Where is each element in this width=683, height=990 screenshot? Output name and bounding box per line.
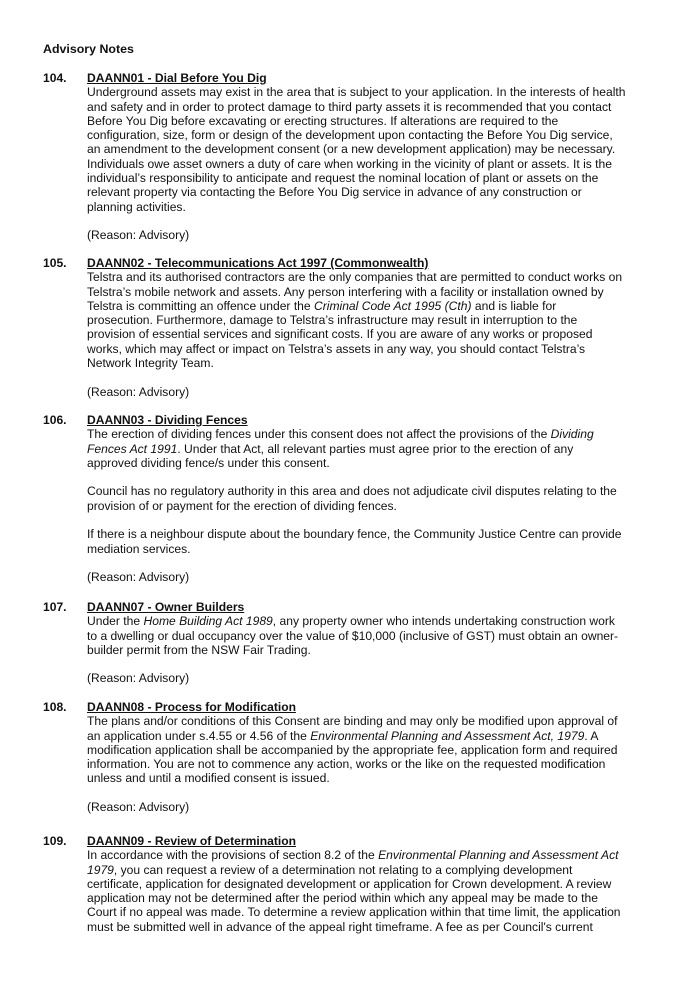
body-line: provision of or payment for the erection of dividing fences.	[87, 498, 397, 513]
body-line: Court if no appeal was made. To determine a review application within that time limit, the application	[87, 905, 621, 920]
body-line: builder permit from the NSW Fair Trading.	[87, 642, 311, 657]
body-line: works, which may affect or impact on Telstra’s assets in any way, you should contact Telstra’s	[87, 341, 586, 356]
body-line: and safety and in order to protect damage to third party assets it is recommended that you contact	[87, 99, 612, 114]
note-paragraph	[87, 484, 643, 513]
italic-citation: Home Building Act 1989	[143, 614, 273, 629]
body-line	[87, 729, 643, 743]
body-line: Before You Dig before excavating or erecting structures. If alterations are required to the	[87, 113, 559, 128]
body-text: Telstra is committing an offence under the	[87, 298, 314, 313]
body-line: Telstra’s mobile network and assets. Any person interfering with a facility or installation owned by	[87, 284, 604, 299]
body-line: certificate, application for designated development or application for Crown development. A review	[87, 876, 612, 891]
body-line: Underground assets may exist in the area that is subject to your application. In the interests of health	[87, 85, 626, 100]
body-text: . A	[584, 728, 599, 743]
body-text: . Under that Act, all relevant parties must agree prior to the erection of any	[177, 441, 574, 456]
body-line: provision of essential services and significant costs. If you are aware of any works or proposed	[87, 327, 593, 342]
body-text: In accordance with the provisions of section 8.2 of the	[87, 848, 379, 863]
body-line: prosecution. Furthermore, damage to Telstra’s infrastructure may result in interruption to the	[87, 313, 578, 328]
note-content	[87, 256, 643, 399]
note-body	[87, 85, 643, 214]
note-content	[87, 600, 643, 686]
body-line: unless and until a modified consent is issued.	[87, 771, 330, 786]
body-line: If there is a neighbour dispute about the boundary fence, the Community Justice Centre can provide	[87, 527, 622, 542]
body-line: relevant property via contacting the Before You Dig service in advance of any construction or	[87, 185, 582, 200]
body-line: must be submitted well in advance of the appeal right timeframe. A fee as per Council's current	[87, 919, 593, 934]
body-line: mediation services.	[87, 541, 191, 556]
note-title: DAANN02 - Telecommunications Act 1997 (Commonwealth)	[87, 256, 429, 270]
note-content	[87, 700, 643, 814]
body-line: information. You are not to commence any action, works or the like on the requested modification	[87, 757, 606, 772]
note-number: 105.	[43, 256, 67, 270]
body-line	[87, 299, 643, 313]
body-line: application may not be determined after the period within which any appeal may be made to the	[87, 891, 598, 906]
body-text: and is liable for	[471, 298, 557, 313]
italic-citation: Criminal Code Act 1995 (Cth)	[314, 298, 472, 313]
note-body	[87, 848, 643, 934]
body-line: to a dwelling or dual occupancy over the value of $10,000 (inclusive of GST) must obtain an owner-	[87, 628, 619, 643]
body-line: Council has no regulatory authority in this area and does not adjudicate civil disputes relating to the	[87, 484, 617, 499]
italic-citation: Fences Act 1991	[87, 441, 178, 456]
note-title: DAANN08 - Process for Modification	[87, 700, 296, 714]
body-line: Individuals owe asset owners a duty of care when working in the vicinity of plant or assets. It is the	[87, 156, 612, 171]
note-content	[87, 413, 643, 585]
note-body	[87, 614, 643, 657]
body-line: The plans and/or conditions of this Consent are binding and may only be modified upon approval of	[87, 714, 618, 729]
note-title: DAANN07 - Owner Builders	[87, 600, 245, 614]
italic-citation: Environmental Planning and Assessment Act, 1979	[310, 728, 585, 743]
italic-citation: 1979	[87, 862, 114, 877]
body-line	[87, 427, 643, 441]
note-reason: (Reason: Advisory)	[87, 671, 190, 686]
body-line: planning activities.	[87, 199, 186, 214]
body-line: configuration, size, form or design of the development upon contacting the Before You Dig service,	[87, 128, 613, 143]
note-reason: (Reason: Advisory)	[87, 800, 190, 815]
note-body	[87, 270, 643, 370]
note-reason: (Reason: Advisory)	[87, 384, 190, 399]
note-body	[87, 714, 643, 785]
body-line	[87, 863, 643, 877]
note-number: 108.	[43, 700, 67, 714]
note-content	[87, 834, 643, 934]
note-title: DAANN01 - Dial Before You Dig	[87, 71, 267, 85]
body-line: Network Integrity Team.	[87, 356, 214, 371]
body-text: an application under s.4.55 or 4.56 of the	[87, 728, 311, 743]
note-paragraph	[87, 427, 643, 470]
page-heading: Advisory Notes	[43, 42, 134, 56]
body-line: Telstra and its authorised contractors are the only companies that are permitted to conduct works on	[87, 270, 623, 285]
note-paragraph	[87, 527, 643, 556]
body-line	[87, 848, 643, 862]
body-line: an amendment to the development consent (or a new development application) may be necessary.	[87, 142, 616, 157]
note-reason: (Reason: Advisory)	[87, 228, 190, 243]
italic-citation: Dividing	[550, 427, 594, 442]
note-number: 107.	[43, 600, 67, 614]
note-number: 106.	[43, 413, 67, 427]
note-title: DAANN09 - Review of Determination	[87, 834, 296, 848]
body-line: approved dividing fence/s under this consent.	[87, 455, 330, 470]
note-number: 109.	[43, 834, 67, 848]
body-line	[87, 614, 643, 628]
note-content	[87, 71, 643, 243]
body-text: , you can request a review of a determination not relating to a complying development	[113, 862, 573, 877]
italic-citation: Environmental Planning and Assessment Act	[378, 848, 619, 863]
body-line: modification application shall be accompanied by the appropriate fee, application form and required	[87, 742, 618, 757]
body-line: individual’s responsibility to anticipate and request the nominal location of plant or assets on the	[87, 171, 599, 186]
note-reason: (Reason: Advisory)	[87, 570, 190, 585]
note-number: 104.	[43, 71, 67, 85]
body-text: Under the	[87, 614, 144, 629]
note-title: DAANN03 - Dividing Fences	[87, 413, 248, 427]
body-text: , any property owner who intends undertaking construction work	[272, 614, 615, 629]
body-text: The erection of dividing fences under this consent does not affect the provisions of the	[87, 427, 551, 442]
body-line	[87, 442, 643, 456]
